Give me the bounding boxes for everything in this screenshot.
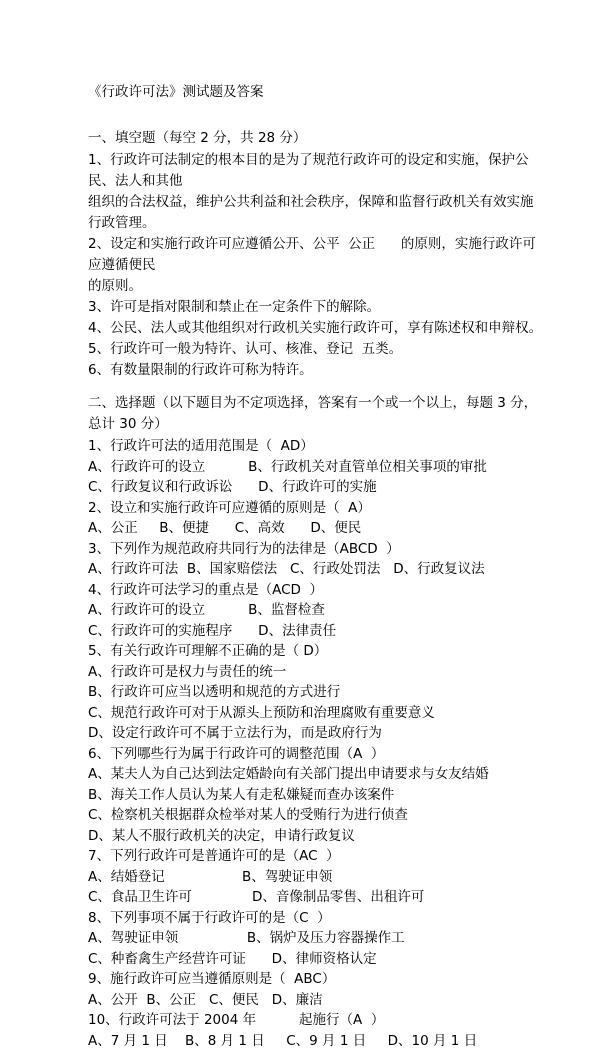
fill-item: 的原则。 <box>88 276 544 297</box>
section-heading-fill-in-blank: 一、填空题（每空 2 分，共 28 分） <box>88 128 544 149</box>
question-option: A、行政许可是权力与责任的统一 <box>88 662 544 683</box>
question-2 <box>88 498 544 539</box>
question-10 <box>88 1010 544 1051</box>
fill-item: 2、设定和实施行政许可应遵循公开、公平 公正 的原则，实施行政许可应遵循便民 <box>88 234 544 276</box>
question-option: B、海关工作人员认为某人有走私嫌疑而查办该案件 <box>88 785 544 806</box>
question-stem: 5、有关行政许可理解不正确的是（ D） <box>88 641 544 662</box>
question-option: A、行政许可法 B、国家赔偿法 C、行政处罚法 D、行政复议法 <box>88 559 544 580</box>
question-stem: 4、行政许可法学习的重点是（ACD ） <box>88 580 544 601</box>
section-multiple-choice <box>88 393 544 1051</box>
question-7 <box>88 846 544 908</box>
fill-item: 3、许可是指对限制和禁止在一定条件下的解除。 <box>88 297 544 318</box>
document-title: 《行政许可法》测试题及答案 <box>88 82 544 102</box>
question-option: C、行政复议和行政诉讼 D、行政许可的实施 <box>88 477 544 498</box>
question-option: C、规范行政许可对于从源头上预防和治理腐败有重要意义 <box>88 703 544 724</box>
question-option: A、公开 B、公正 C、便民 D、廉洁 <box>88 990 544 1011</box>
question-stem: 3、下列作为规范政府共同行为的法律是（ABCD ） <box>88 539 544 560</box>
question-option: C、检察机关根据群众检举对某人的受贿行为进行侦查 <box>88 805 544 826</box>
question-stem: 1、行政许可法的适用范围是（ AD） <box>88 436 544 457</box>
question-stem: 10、行政许可法于 2004 年 起施行（A ） <box>88 1010 544 1031</box>
fill-item: 4、公民、法人或其他组织对行政机关实施行政许可，享有陈述权和申辩权。 <box>88 318 544 339</box>
question-option: A、某夫人为自己达到法定婚龄向有关部门提出申请要求与女友结婚 <box>88 764 544 785</box>
question-option: D、设定行政许可不属于立法行为，而是政府行为 <box>88 723 544 744</box>
fill-item: 组织的合法权益，维护公共利益和社会秩序，保障和监督行政机关有效实施行政管理。 <box>88 192 544 234</box>
question-8 <box>88 908 544 970</box>
question-3 <box>88 539 544 580</box>
question-option: A、结婚登记 B、驾驶证申领 <box>88 867 544 888</box>
question-option: B、行政许可应当以透明和规范的方式进行 <box>88 682 544 703</box>
question-6 <box>88 744 544 847</box>
fill-item: 1、行政许可法制定的根本目的是为了规范行政许可的设定和实施，保护公民、法人和其他 <box>88 150 544 192</box>
section-fill-in-blank <box>88 128 544 381</box>
fill-item: 5、行政许可一般为特许、认可、核准、登记 五类。 <box>88 339 544 360</box>
question-option: C、行政许可的实施程序 D、法律责任 <box>88 621 544 642</box>
question-stem: 9、施行政许可应当遵循原则是（ ABC） <box>88 969 544 990</box>
fill-item: 6、有数量限制的行政许可称为特许。 <box>88 360 544 381</box>
question-option: D、某人不服行政机关的决定，申请行政复议 <box>88 826 544 847</box>
question-option: C、食品卫生许可 D、音像制品零售、出租许可 <box>88 887 544 908</box>
section-heading-multiple-choice: 二、选择题（以下题目为不定项选择，答案有一个或一个以上，每题 3 分，总计 30 分） <box>88 393 544 435</box>
question-4 <box>88 580 544 642</box>
question-option: A、公正 B、便捷 C、高效 D、便民 <box>88 518 544 539</box>
question-stem: 6、下列哪些行为属于行政许可的调整范围（A ） <box>88 744 544 765</box>
question-option: A、驾驶证申领 B、锅炉及压力容器操作工 <box>88 928 544 949</box>
question-option: A、7 月 1 日 B、8 月 1 日 C、9 月 1 日 D、10 月 1 日 <box>88 1031 544 1051</box>
question-9 <box>88 969 544 1010</box>
question-option: A、行政许可的设立 B、行政机关对直管单位相关事项的审批 <box>88 457 544 478</box>
question-stem: 7、下列行政许可是普通许可的是（AC ） <box>88 846 544 867</box>
question-option: C、种畜禽生产经营许可证 D、律师资格认定 <box>88 949 544 970</box>
question-stem: 8、下列事项不属于行政许可的是（C ） <box>88 908 544 929</box>
question-1 <box>88 436 544 498</box>
question-option: A、行政许可的设立 B、监督检查 <box>88 600 544 621</box>
question-stem: 2、设立和实施行政许可应遵循的原则是（ A） <box>88 498 544 519</box>
question-5 <box>88 641 544 744</box>
